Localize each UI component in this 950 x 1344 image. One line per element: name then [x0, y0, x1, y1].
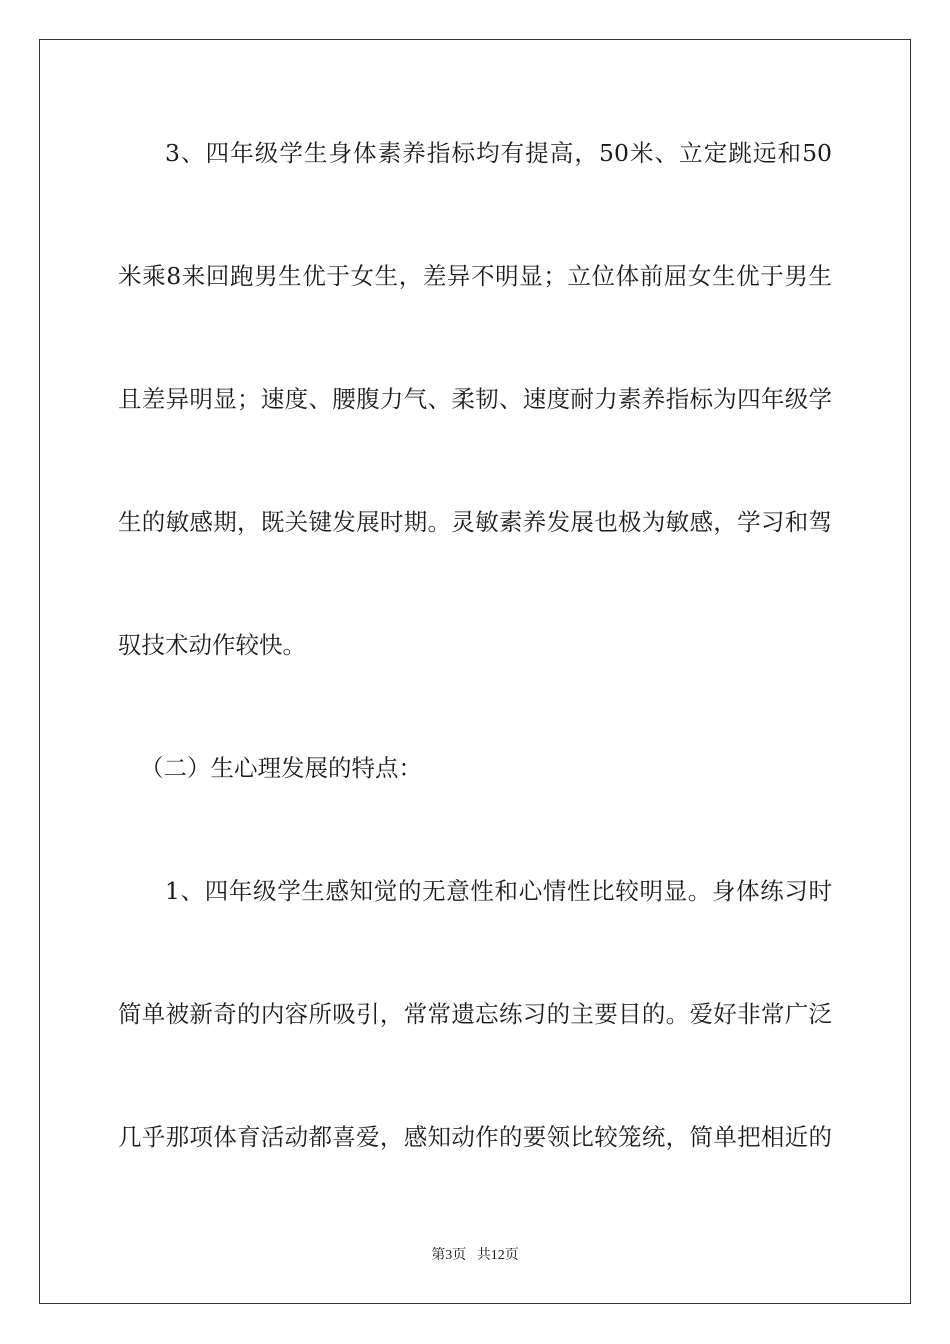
- paragraph-line-3: 且差异明显；速度、腰腹力气、柔韧、速度耐力素养指标为四年级学: [118, 385, 832, 413]
- paragraph-line-4: 生的敏感期，既关键发展时期。灵敏素养发展也极为敏感，学习和驾: [118, 508, 832, 536]
- section-heading: （二）生心理发展的特点：: [140, 754, 422, 782]
- paragraph-line-8: 几乎那项体育活动都喜爱，感知动作的要领比较笼统，简单把相近的: [118, 1123, 832, 1151]
- paragraph-line-1: 3、四年级学生身体素养指标均有提高，50米、立定跳远和50: [165, 139, 832, 167]
- paragraph-line-7: 简单被新奇的内容所吸引，常常遗忘练习的主要目的。爱好非常广泛: [118, 1000, 832, 1028]
- page-number: 第3页: [431, 1248, 467, 1263]
- paragraph-line-5: 驭技术动作较快。: [118, 631, 306, 659]
- page-border: [39, 39, 911, 1304]
- total-pages: 共12页: [476, 1248, 519, 1263]
- paragraph-line-6: 1、四年级学生感知觉的无意性和心情性比较明显。身体练习时: [165, 877, 832, 905]
- page-footer: [0, 1246, 950, 1266]
- paragraph-line-2: 米乘8来回跑男生优于女生，差异不明显；立位体前屈女生优于男生: [118, 262, 832, 290]
